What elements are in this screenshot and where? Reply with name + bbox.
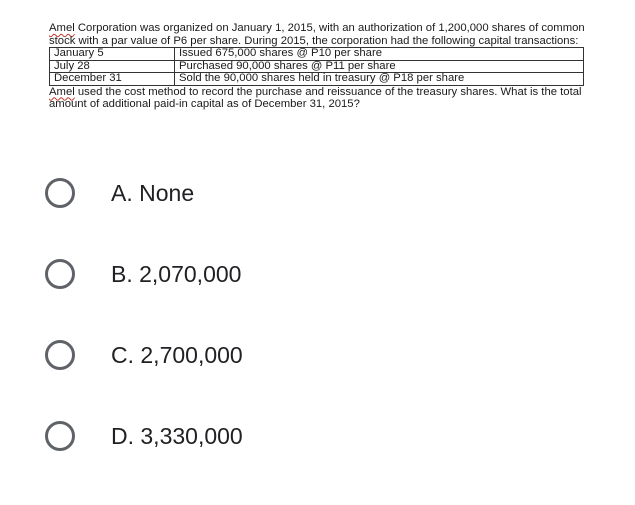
option-label[interactable]: A. None	[111, 179, 195, 206]
company-name: Amel	[49, 22, 75, 34]
question-intro-text: Corporation was organized on January 1, 2015, with an authorization of 1,200,000 shares of common stock with a par value of P6 per share. During 2015, the corporation had the following capital transactions:	[49, 22, 585, 47]
radio-button-icon[interactable]	[45, 178, 75, 208]
transaction-description: Issued 675,000 shares @ P10 per share	[175, 48, 584, 61]
question-prompt-text: used the cost method to record the purchase and reissuance of the treasury shares. What is the total amount of additional paid-in capital as of December 31, 2015?	[49, 85, 582, 111]
table-row	[50, 48, 584, 61]
question-prompt	[49, 86, 587, 111]
radio-button-icon[interactable]	[45, 340, 75, 370]
option-label[interactable]: C. 2,700,000	[111, 341, 243, 368]
table-row	[50, 60, 584, 73]
answer-options	[45, 172, 243, 496]
question-intro	[49, 22, 587, 47]
option-label[interactable]: D. 3,330,000	[111, 422, 243, 449]
question-text	[49, 22, 587, 111]
transaction-date: July 28	[50, 60, 175, 73]
company-name: Amel	[49, 85, 75, 98]
transaction-date: January 5	[50, 48, 175, 61]
transaction-description: Sold the 90,000 shares held in treasury @ P18 per share	[175, 73, 584, 86]
transaction-description: Purchased 90,000 shares @ P11 per share	[175, 60, 584, 73]
option-c[interactable]	[45, 334, 243, 376]
option-b[interactable]	[45, 253, 243, 295]
option-a[interactable]	[45, 172, 243, 214]
option-label[interactable]: B. 2,070,000	[111, 260, 242, 287]
table-row	[50, 73, 584, 86]
transaction-date: December 31	[50, 73, 175, 86]
radio-button-icon[interactable]	[45, 421, 75, 451]
option-d[interactable]	[45, 415, 243, 457]
radio-button-icon[interactable]	[45, 259, 75, 289]
transactions-table	[49, 47, 584, 86]
